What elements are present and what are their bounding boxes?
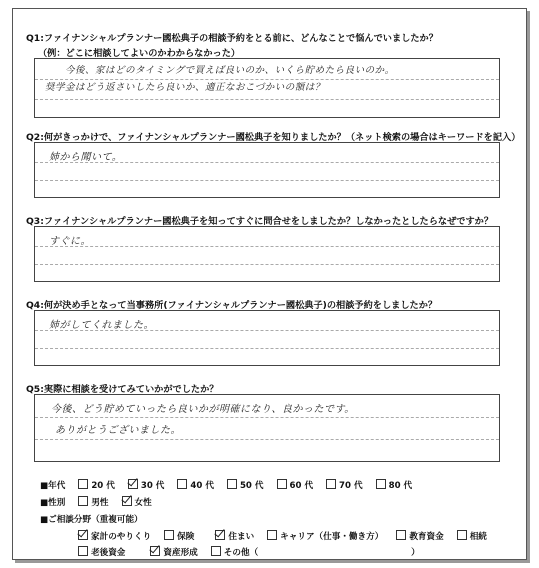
q1-question: Q1:ファイナンシャルプランナー國松典子の相談予約をとる前に、どんなことで悩んでいましたか？ — [26, 33, 438, 44]
checkbox-icon[interactable] — [211, 546, 221, 556]
q3-question: Q3:ファイナンシャルプランナー國松典子を知ってすぐに問合せをしましたか？しなかったとしたらなぜですか？ — [26, 216, 494, 227]
q2-answer-box — [34, 142, 500, 198]
checkbox-icon[interactable] — [457, 530, 467, 540]
q1-example: （例：どこに相談してよいのかわからなかった） — [38, 48, 241, 59]
field-row-1 — [78, 530, 497, 542]
q1-answer-box — [34, 58, 500, 118]
checkbox-icon[interactable] — [277, 479, 287, 489]
q1-answer-line2: 奨学金はどう返さいしたら良いか、適正なおこづかいの額は？ — [45, 82, 325, 93]
checkbox-checked-icon[interactable] — [150, 546, 160, 556]
checkbox-icon[interactable] — [227, 479, 237, 489]
field-label: ■ご相談分野（重複可能） — [40, 515, 143, 525]
checkbox-icon[interactable] — [396, 530, 406, 540]
checkbox-checked-icon[interactable] — [122, 496, 132, 506]
gender-row — [40, 496, 162, 508]
field-option-other[interactable]: その他（ — [211, 548, 258, 558]
checkbox-icon[interactable] — [267, 530, 277, 540]
checkbox-checked-icon[interactable] — [215, 530, 225, 540]
q5-answer-line2: ありがとうございました。 — [55, 425, 181, 436]
checkbox-icon[interactable] — [78, 496, 88, 506]
gender-label: ■性別 — [40, 498, 66, 508]
field-option-insurance[interactable]: 保険 — [164, 532, 194, 542]
field-option-career[interactable]: キャリア（仕事・働き方） — [267, 532, 383, 542]
q5-answer-line1: 今後、どう貯めていったら良いかが明確になり、良かったです。 — [51, 404, 355, 415]
q1-answer-line1: 今後、家はどのタイミングで買えば良いのか、いくら貯めたら良いのか。 — [65, 65, 395, 76]
checkbox-icon[interactable] — [78, 479, 88, 489]
field-option-household[interactable]: 家計のやりくり — [78, 532, 151, 542]
q4-answer-line1: 姉がしてくれました。 — [49, 320, 154, 331]
q4-answer-box — [34, 310, 500, 366]
field-option-housing[interactable]: 住まい — [215, 532, 254, 542]
field-option-education[interactable]: 教育資金 — [396, 532, 443, 542]
q5-answer-box — [34, 394, 500, 462]
field-option-retirement[interactable]: 老後資金 — [78, 548, 125, 558]
age-row — [40, 479, 422, 491]
q5-question: Q5:実際に相談を受けてみていかがでしたか？ — [26, 384, 219, 395]
checkbox-icon[interactable] — [177, 479, 187, 489]
age-option-50[interactable]: 50 代 — [227, 481, 264, 491]
q2-question: Q2:何がきっかけで、ファイナンシャルプランナー國松典子を知りましたか？（ネット検索の場合はキーワードを記入） — [26, 132, 521, 143]
age-option-60[interactable]: 60 代 — [277, 481, 314, 491]
gender-option-male[interactable]: 男性 — [78, 498, 108, 508]
checkbox-checked-icon[interactable] — [78, 530, 88, 540]
q3-answer-box — [34, 226, 500, 282]
checkbox-icon[interactable] — [326, 479, 336, 489]
checkbox-checked-icon[interactable] — [128, 479, 138, 489]
age-option-20[interactable]: 20 代 — [78, 481, 115, 491]
checkbox-icon[interactable] — [78, 546, 88, 556]
field-option-inheritance[interactable]: 相続 — [457, 532, 487, 542]
age-option-70[interactable]: 70 代 — [326, 481, 363, 491]
age-option-40[interactable]: 40 代 — [177, 481, 214, 491]
other-close-paren: ） — [411, 548, 420, 558]
age-option-30[interactable]: 30 代 — [128, 481, 165, 491]
q4-question: Q4:何が決め手となって当事務所(ファイナンシャルプランナー國松典子)の相談予約をしましたか？ — [26, 300, 438, 311]
gender-option-female[interactable]: 女性 — [122, 498, 152, 508]
field-option-asset[interactable]: 資産形成 — [150, 548, 197, 558]
age-option-80[interactable]: 80 代 — [376, 481, 413, 491]
checkbox-icon[interactable] — [376, 479, 386, 489]
checkbox-icon[interactable] — [164, 530, 174, 540]
q3-answer-line1: すぐに。 — [49, 236, 91, 247]
q2-answer-line1: 姉から聞いて。 — [49, 152, 123, 163]
age-label: ■年代 — [40, 481, 66, 491]
field-row-2 — [78, 546, 420, 558]
